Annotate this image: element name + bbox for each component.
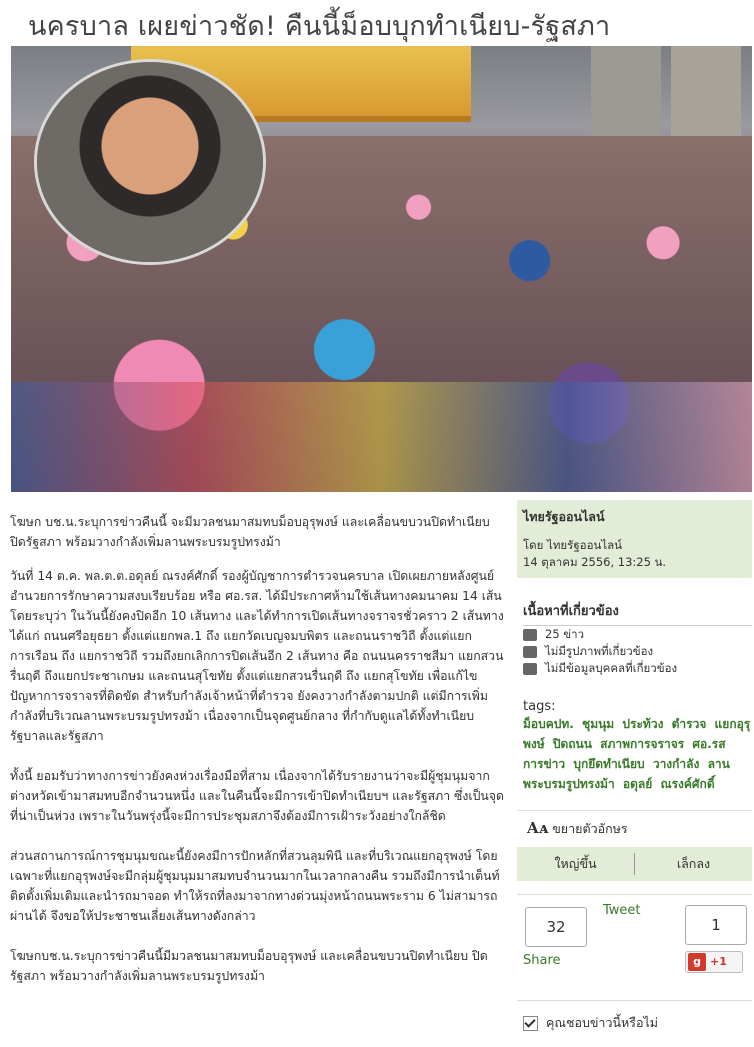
- tags-list: [523, 714, 752, 794]
- like-section: [517, 1000, 752, 1033]
- image-icon: [523, 646, 537, 658]
- source-box: [517, 500, 752, 578]
- share-section: [517, 894, 752, 985]
- article-paragraph: ส่วนสถานการณ์การชุมนุมขณะนี้ยังคงมีการปักหลักที่สวนลุมพินี และที่บริเวณแยกอุรุพงษ์ โดยเฉพาะที่แยกอุรุพงษ์จะมีกลุ่มผู้ชุมนุมมาสมทบจำนวนมากในเวลากลางคืน รวมถึงมีการนำเต็นท์ติดตั้งเพิ่มเติมและนำรถมาจอด ทำให้รถที่ลงมาจากทางด่วนมุ่งหน้าถนนพระราม 6 ไม่สามารถผ่านได้ จึงขอให้ประชาชนเลี่ยงเส้นทางดังกล่าว: [10, 849, 500, 923]
- article-photo: [11, 46, 752, 492]
- tag-link[interactable]: ณรงค์ศักดิ์: [660, 777, 715, 791]
- font-size-icon: Aᴀ: [527, 819, 549, 837]
- related-item-label: 25 ข่าว: [545, 627, 585, 641]
- article-paragraph: วันที่ 14 ต.ค. พล.ต.ต.อดุลย์ ณรงค์ศักดิ์ รองผู้บัญชาการตำรวจนครบาล เปิดเผยภายหลังศูนย์อำนวยการรักษาความสงบเรียบร้อย หรือ ศอ.รส. ได้มีประกาศห้ามใช้เส้นทางคมนาคม 14 เส้น โดยระบุว่า ในวันนี้ยังคงปิดอีก 10 เส้นทาง และได้ทำการเปิดเส้นทางจราจรชั่วคราว 2 เส้นทาง ได้แก่ ถนนศรีอยุธยา ตั้งแต่แยกพล.1 ถึง แยกวัดเบญจมบพิตร และถนนราชวิถี ตั้งแต่แยกการเรือน ถึง แยกราชวิถี รวมถึงยกเลิกการปิดเส้นอีก 2 เส้นทาง คือ ถนนนครราชสีมา แยกสวนรื่นฤดี ถึงแยกประชาเกษม และถนนสุโขทัย ตั้งแต่แยกสวนรื่นฤดี ถึง แยกสุโขทัย เพื่อแก้ไขปัญหาการจราจรที่ติดขัด สำหรับกำลังเจ้าหน้าที่ตำรวจ ยังคงวางกำลังตามปกติ แต่มีการเพิ่มกำลังที่บริเวณลานพระบรมรูปทรงม้า เนื่องจากเป็นจุดศูนย์กลาง ที่กำกับดูแลได้ทั้งทำเนียบรัฐบาลและรัฐสภา: [10, 569, 504, 743]
- news-icon: [523, 629, 537, 641]
- portrait-inset: [37, 62, 263, 262]
- source-name: ไทยรัฐออนไลน์: [523, 509, 605, 524]
- tag-link[interactable]: บุกยึดทำเนียบ: [573, 757, 645, 771]
- tag-link[interactable]: ศอ.รส: [692, 737, 726, 751]
- gplus-icon: g: [688, 953, 706, 971]
- related-item-label: ไม่มีข้อมูลบุคคลที่เกี่ยวข้อง: [545, 661, 678, 675]
- share-count: 32: [525, 907, 587, 947]
- related-item[interactable]: [523, 643, 752, 660]
- article-paragraph: โฆษกบช.น.ระบุการข่าวคืนนี้มีมวลชนมาสมทบม็อบอุรุพงษ์ และเคลื่อนขบวนปิดทำเนียบ ปิดรัฐสภา พร้อมวางกำลังเพิ่มลานพระบรมรูปทรงม้า: [10, 949, 488, 983]
- related-item[interactable]: [523, 626, 752, 643]
- font-bigger-button[interactable]: ใหญ่ขึ้น: [554, 856, 597, 871]
- sidebar: [517, 500, 752, 1030]
- tag-link[interactable]: ลานพระบรมรูปทรงม้า: [523, 757, 730, 791]
- font-size-buttons: [517, 847, 752, 881]
- article-body: [10, 512, 504, 1006]
- tag-link[interactable]: ประท้วง: [622, 717, 664, 731]
- tag-link[interactable]: การข่าว: [523, 757, 566, 771]
- tag-link[interactable]: อดุลย์: [622, 777, 653, 791]
- related-item-label: ไม่มีรูปภาพที่เกี่ยวข้อง: [545, 644, 654, 658]
- tag-link[interactable]: ตำรวจ: [671, 717, 707, 731]
- font-size-label: ขยายตัวอักษร: [552, 821, 628, 836]
- tag-link[interactable]: แยกอุรุพงษ์: [523, 717, 751, 751]
- related-item[interactable]: [523, 660, 752, 677]
- font-size-header: [517, 819, 752, 839]
- tweet-button[interactable]: Tweet: [603, 903, 641, 918]
- like-question-row[interactable]: [517, 1013, 752, 1033]
- tag-link[interactable]: วางกำลัง: [652, 757, 700, 771]
- article-paragraph: ทั้งนี้ ยอมรับว่าทางการข่าวยังคงห่วงเรื่องมือที่สาม เนื่องจากได้รับรายงานว่าจะมีผู้ชุมนุมจากต่างหวัดเข้ามาสมทบอีกจำนวนหนึ่ง และในคืนนี้จะมีการเข้าปิดทำเนียบฯ และรัฐสภา ซึ่งเป็นจุดที่น่าเป็นห่วง เพราะในวันพรุ่งนี้จะมีการประชุมสภาจึงต้องมีการเฝ้าระวังอย่างใกล้ชิด: [10, 769, 504, 823]
- tags-label: tags:: [523, 699, 556, 714]
- tag-link[interactable]: ม็อบคปท.: [523, 717, 574, 731]
- font-size-control: [517, 810, 752, 881]
- ground-shape: [11, 382, 752, 492]
- related-content: [517, 600, 752, 677]
- article-lead: โฆษก บช.น.ระบุการข่าวคืนนี้ จะมีมวลชนมาสมทบม็อบอุรุพงษ์ และเคลื่อนขบวนปิดทำเนียบ ปิดรัฐสภา พร้อมวางกำลังเพิ่มลานพระบรมรูปทรงม้า: [10, 515, 490, 549]
- person-icon: [523, 663, 537, 675]
- tag-link[interactable]: ปิดถนน: [552, 737, 592, 751]
- like-question: คุณชอบข่าวนี้หรือไม่: [546, 1015, 658, 1030]
- tag-link[interactable]: สภาพการจราจร: [600, 737, 685, 751]
- related-title: เนื้อหาที่เกี่ยวข้อง: [523, 600, 752, 626]
- gplus-label: +1: [710, 955, 727, 968]
- gplus-button[interactable]: [685, 951, 743, 973]
- share-button[interactable]: Share: [523, 953, 561, 968]
- publish-date: 14 ตุลาคม 2556, 13:25 น.: [523, 555, 667, 569]
- byline: โดย ไทยรัฐออนไลน์: [523, 538, 623, 552]
- checkbox-icon[interactable]: [523, 1016, 538, 1031]
- tweet-count: 1: [685, 905, 747, 945]
- article-headline: นครบาล เผยข่าวชัด! คืนนี้ม็อบบุกทำเนียบ-รัฐสภา: [28, 11, 611, 42]
- font-smaller-button[interactable]: เล็กลง: [676, 856, 711, 871]
- tags-section: [517, 699, 752, 794]
- tag-link[interactable]: ชุมนุม: [582, 717, 615, 731]
